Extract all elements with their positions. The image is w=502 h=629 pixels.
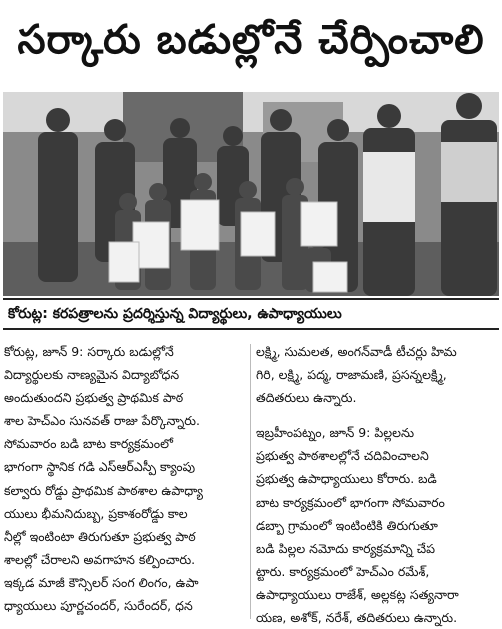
caption-rule-bottom bbox=[3, 328, 499, 330]
column-divider bbox=[250, 344, 251, 619]
article-line: యులు భీమనిదుబ్బ, ప్రకాశంరోడ్డు కాల bbox=[4, 505, 188, 521]
article-column-left bbox=[4, 340, 246, 617]
headline: సర్కారు బడుల్లోనే చేర్పించాలి bbox=[17, 17, 485, 63]
article-line: నీల్లో ఇంటింటా తిరుగుతూ ప్రభుత్వ పాఠ bbox=[4, 528, 196, 544]
article-line: యణ, అశోక్, నరేశ్, తదితరులు ఉన్నారు. bbox=[256, 610, 458, 626]
article-line: ప్రభుత్వ పాఠశాలల్లోనే చదివించాలని bbox=[256, 448, 429, 464]
caption-rule-top bbox=[3, 298, 499, 300]
article-line: బాట కార్యక్రమంలో భాగంగా సోమవారం bbox=[256, 494, 445, 510]
news-photo-illustration bbox=[3, 92, 499, 296]
article-line: ఇక్కడ మాజీ కౌన్సిలర్ సంగ లింగం, ఉపా bbox=[4, 574, 199, 590]
article-line: ప్రభుత్వ ఉపాధ్యాయులు కోరారు. బడి bbox=[256, 471, 437, 487]
article-line: భాగంగా స్థానిక గడి ఎస్ఆర్ఎస్పీ క్యాంపు bbox=[4, 459, 196, 475]
photo-caption: కోరుట్ల: కరపత్రాలను ప్రదర్శిస్తున్న విద్యార్థులు, ఉపాధ్యాయులు bbox=[8, 306, 342, 322]
article-line: తదితరులు ఉన్నారు. bbox=[256, 390, 357, 406]
article-line: శాల హెచ్ఎం సునవత్ రాజు పేర్కొన్నారు. bbox=[4, 413, 200, 429]
article-line: కోరుట్ల, జూన్ 9: సర్కారు బడుల్లోనే bbox=[4, 344, 174, 359]
article-line: సోమవారం బడి బాట కార్యక్రమంలో bbox=[4, 436, 173, 452]
article-line: ట్టారు. కార్యక్రమంలో హెచ్ఎం రమేశ్, bbox=[256, 563, 430, 579]
article-line: అందుతుందని ప్రభుత్వ ప్రాథమిక పాఠ bbox=[4, 390, 184, 406]
article-line: ఉపాధ్యాయులు రాజేశ్, అల్లకట్ల సత్యనారా bbox=[256, 586, 459, 602]
article-line: గిరి, లక్ష్మి, పద్మ, రాజామణి, ప్రసన్నలక్ష్మి, bbox=[256, 367, 447, 383]
article-line: విద్యార్థులకు నాణ్యమైన విద్యాబోధన bbox=[4, 367, 180, 383]
article-line: డబ్బా గ్రామంలో ఇంటింటికి తిరుగుతూ bbox=[256, 517, 438, 533]
article-column-right bbox=[256, 340, 498, 629]
article-line: ధ్యాయులు పూర్ణచందర్, సురేందర్, ధన bbox=[4, 598, 193, 614]
news-photo bbox=[3, 92, 499, 296]
article-line: బడి పిల్లల నమోదు కార్యక్రమాన్ని చేప bbox=[256, 540, 436, 556]
article-line: ఇబ్రహీంపట్నం, జూన్ 9: పిల్లలను bbox=[256, 425, 415, 441]
paragraph-gap bbox=[256, 409, 498, 421]
article-line: లక్ష్మి, సుమలత, అంగన్‌వాడీ టీచర్లు హిమ bbox=[256, 344, 457, 359]
article-line: శాలల్లో చేరాలని అవగాహన కల్పించారు. bbox=[4, 551, 196, 567]
article-line: కల్వారు రోడ్డు ప్రాథమిక పాఠశాల ఉపాధ్యా bbox=[4, 482, 204, 498]
